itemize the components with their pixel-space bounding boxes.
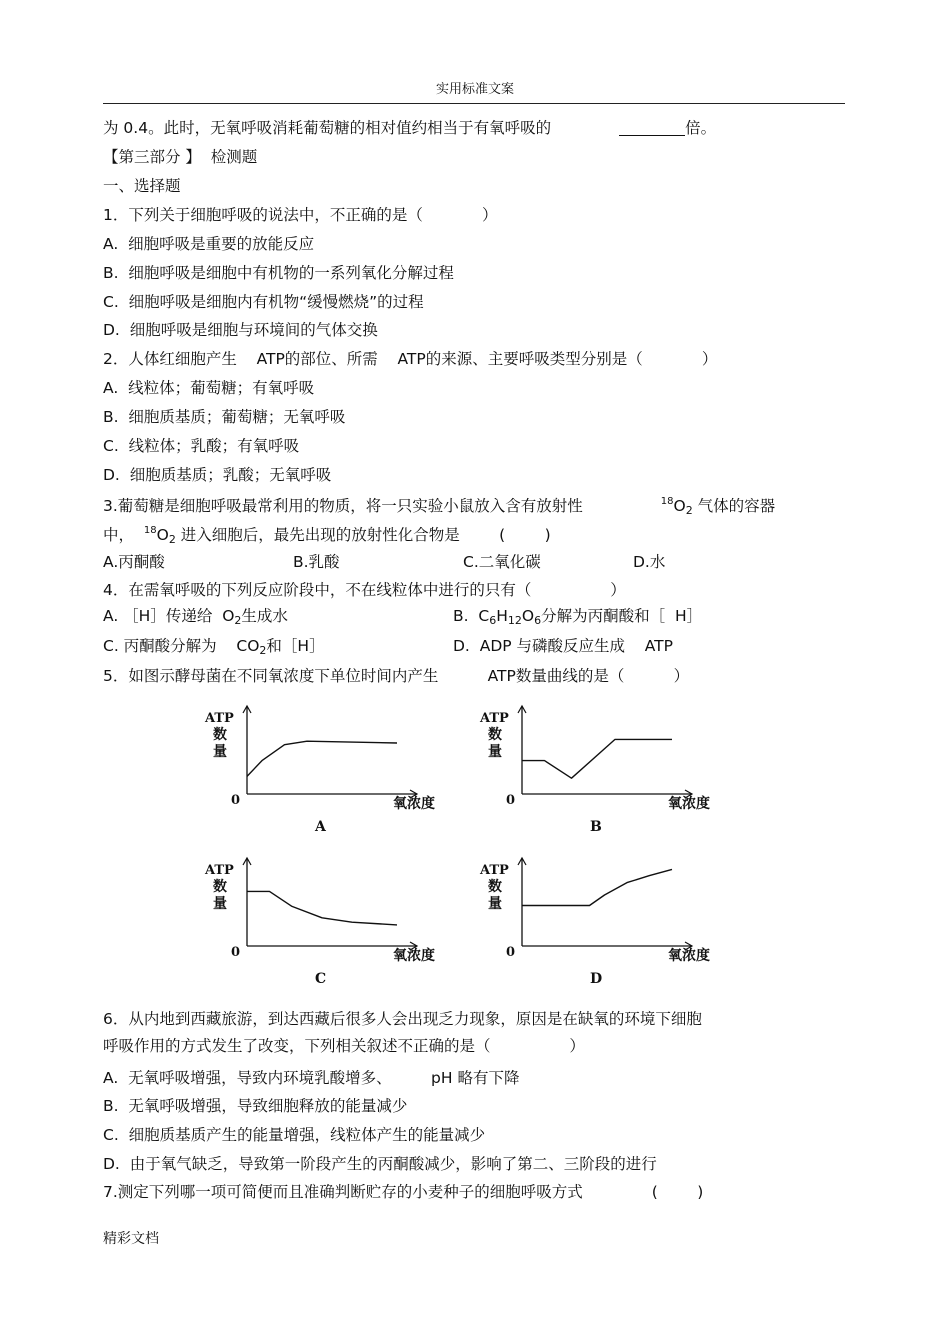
oxygen-symbol-2: O — [156, 526, 169, 544]
chart-title: B — [590, 819, 602, 835]
q3-option-b: B.乳酸 — [293, 553, 340, 571]
chart-c — [195, 852, 445, 992]
section-title: 【第三部分 】 检测题 — [103, 148, 258, 166]
q4-b-sub1: 6 — [489, 614, 497, 627]
q4-c-sub: 2 — [259, 644, 267, 657]
oxygen-subscript: 2 — [685, 504, 693, 517]
oxygen-subscript-2: 2 — [168, 533, 176, 546]
y-axis-label-shu: 数 — [488, 727, 502, 743]
q4-option-d: D. ADP 与磷酸反应生成 ATP — [453, 637, 673, 655]
q3-option-d: D.水 — [633, 553, 666, 571]
q3-text-2: 气体的容器 — [697, 497, 776, 515]
q3-option-c: C.二氧化碳 — [463, 553, 541, 571]
q7-stem: 7.测定下列哪一项可简便而且准确判断贮存的小麦种子的细胞呼吸方式 ( ) — [103, 1183, 704, 1201]
intro-tail: 倍。 — [685, 119, 717, 137]
q4-a-text2: 生成水 — [241, 607, 288, 625]
q3-text-4: 进入细胞后，最先出现的放射性化合物是 ( ) — [180, 526, 551, 544]
y-axis-label-atp: ATP — [205, 863, 234, 878]
chart-d — [470, 852, 720, 992]
y-axis-label-shu: 数 — [488, 879, 502, 895]
oxygen-symbol: O — [673, 497, 686, 515]
q2-option-b: B. 细胞质基质；葡萄糖；无氧呼吸 — [103, 408, 346, 426]
q6-line-2: 呼吸作用的方式发生了改变，下列相关叙述不正确的是（ ） — [103, 1037, 585, 1055]
q4-c-text: C. 丙酮酸分解为 CO — [103, 637, 260, 655]
q4-b-text2: H — [496, 607, 508, 625]
y-axis-label-liang: 量 — [213, 896, 227, 912]
q6-option-c: C. 细胞质基质产生的能量增强，线粒体产生的能量减少 — [103, 1126, 486, 1144]
q3-option-a: A.丙酮酸 — [103, 553, 165, 571]
y-axis-label-liang: 量 — [488, 744, 502, 760]
intro-line — [103, 118, 716, 138]
origin-label: 0 — [506, 945, 516, 960]
q2-option-a: A. 线粒体；葡萄糖；有氧呼吸 — [103, 379, 315, 397]
q2-option-c: C. 线粒体；乳酸；有氧呼吸 — [103, 437, 300, 455]
x-axis-label: 氧浓度 — [668, 796, 710, 812]
page-header: 实用标准文案 — [435, 82, 514, 97]
chart-title: D — [590, 971, 603, 987]
q1-option-c: C. 细胞呼吸是细胞内有机物“缓慢燃烧”的过程 — [103, 293, 424, 311]
subsection-title: 一、选择题 — [103, 177, 181, 195]
x-axis-label: 氧浓度 — [393, 796, 435, 812]
q4-option-b — [453, 606, 702, 631]
chart-title: A — [315, 819, 326, 835]
q4-a-text: A. ［H］传递给 O — [103, 607, 235, 625]
header-rule — [103, 103, 845, 104]
q3-text-3: 中， — [103, 526, 135, 544]
q3-text-1: 3.葡萄糖是细胞呼吸最常利用的物质，将一只实验小鼠放入含有放射性 — [103, 497, 583, 515]
chart-title: C — [315, 971, 327, 987]
y-axis-label-atp: ATP — [480, 863, 509, 878]
origin-label: 0 — [231, 793, 241, 808]
chart-b — [470, 700, 720, 840]
chart-a — [195, 700, 445, 840]
y-axis-label-atp: ATP — [480, 711, 509, 726]
atp-curve — [522, 869, 672, 905]
q3-line-1 — [103, 492, 775, 521]
q6-line-1: 6．从内地到西藏旅游，到达西藏后很多人会出现乏力现象，原因是在缺氧的环境下细胞 — [103, 1010, 702, 1028]
q4-option-a — [103, 606, 288, 631]
y-axis-label-shu: 数 — [213, 727, 227, 743]
atp-curve — [522, 739, 672, 778]
isotope-mark: 18 — [660, 496, 674, 507]
q1-option-b: B. 细胞呼吸是细胞中有机物的一系列氧化分解过程 — [103, 264, 454, 282]
y-axis-label-liang: 量 — [488, 896, 502, 912]
intro-text: 为 0.4。此时，无氧呼吸消耗葡萄糖的相对值约相当于有氧呼吸的 — [103, 119, 552, 137]
q1-stem: 1．下列关于细胞呼吸的说法中，不正确的是（ ） — [103, 206, 498, 224]
q4-b-sub3: 6 — [534, 614, 542, 627]
q5-stem: 5．如图示酵母菌在不同氧浓度下单位时间内产生 ATP数量曲线的是（ ） — [103, 667, 690, 685]
y-axis-label-shu: 数 — [213, 879, 227, 895]
origin-label: 0 — [506, 793, 516, 808]
y-axis-label-liang: 量 — [213, 744, 227, 760]
page-footer: 精彩文档 — [103, 1231, 159, 1247]
q1-option-d: D. 细胞呼吸是细胞与环境间的气体交换 — [103, 321, 378, 339]
atp-curve — [247, 891, 397, 925]
x-axis-label: 氧浓度 — [668, 948, 710, 964]
q6-option-b: B. 无氧呼吸增强，导致细胞释放的能量减少 — [103, 1097, 408, 1115]
q1-option-a: A. 细胞呼吸是重要的放能反应 — [103, 235, 315, 253]
x-axis-label: 氧浓度 — [393, 948, 435, 964]
origin-label: 0 — [231, 945, 241, 960]
q3-line-2 — [103, 521, 551, 550]
q6-option-a: A. 无氧呼吸增强，导致内环境乳酸增多、 pH 略有下降 — [103, 1069, 520, 1087]
q4-c-text2: 和［H］ — [266, 637, 325, 655]
answer-blank — [619, 120, 685, 136]
q4-a-sub: 2 — [234, 614, 242, 627]
q4-b-text: B. C — [453, 607, 490, 625]
q2-stem: 2．人体红细胞产生 ATP的部位、所需 ATP的来源、主要呼吸类型分别是（ ） — [103, 350, 718, 368]
atp-curve — [247, 741, 397, 776]
q4-b-sub2: 12 — [507, 614, 522, 627]
isotope-mark-2: 18 — [143, 525, 157, 536]
q6-option-d: D. 由于氧气缺乏，导致第一阶段产生的丙酮酸减少，影响了第二、三阶段的进行 — [103, 1155, 657, 1173]
q2-option-d: D. 细胞质基质；乳酸；无氧呼吸 — [103, 466, 332, 484]
q4-option-c — [103, 636, 325, 661]
q4-b-text4: 分解为丙酮酸和［ H］ — [541, 607, 703, 625]
y-axis-label-atp: ATP — [205, 711, 234, 726]
q4-b-text3: O — [521, 607, 535, 625]
q4-stem: 4．在需氧呼吸的下列反应阶段中，不在线粒体中进行的只有（ ） — [103, 581, 626, 599]
